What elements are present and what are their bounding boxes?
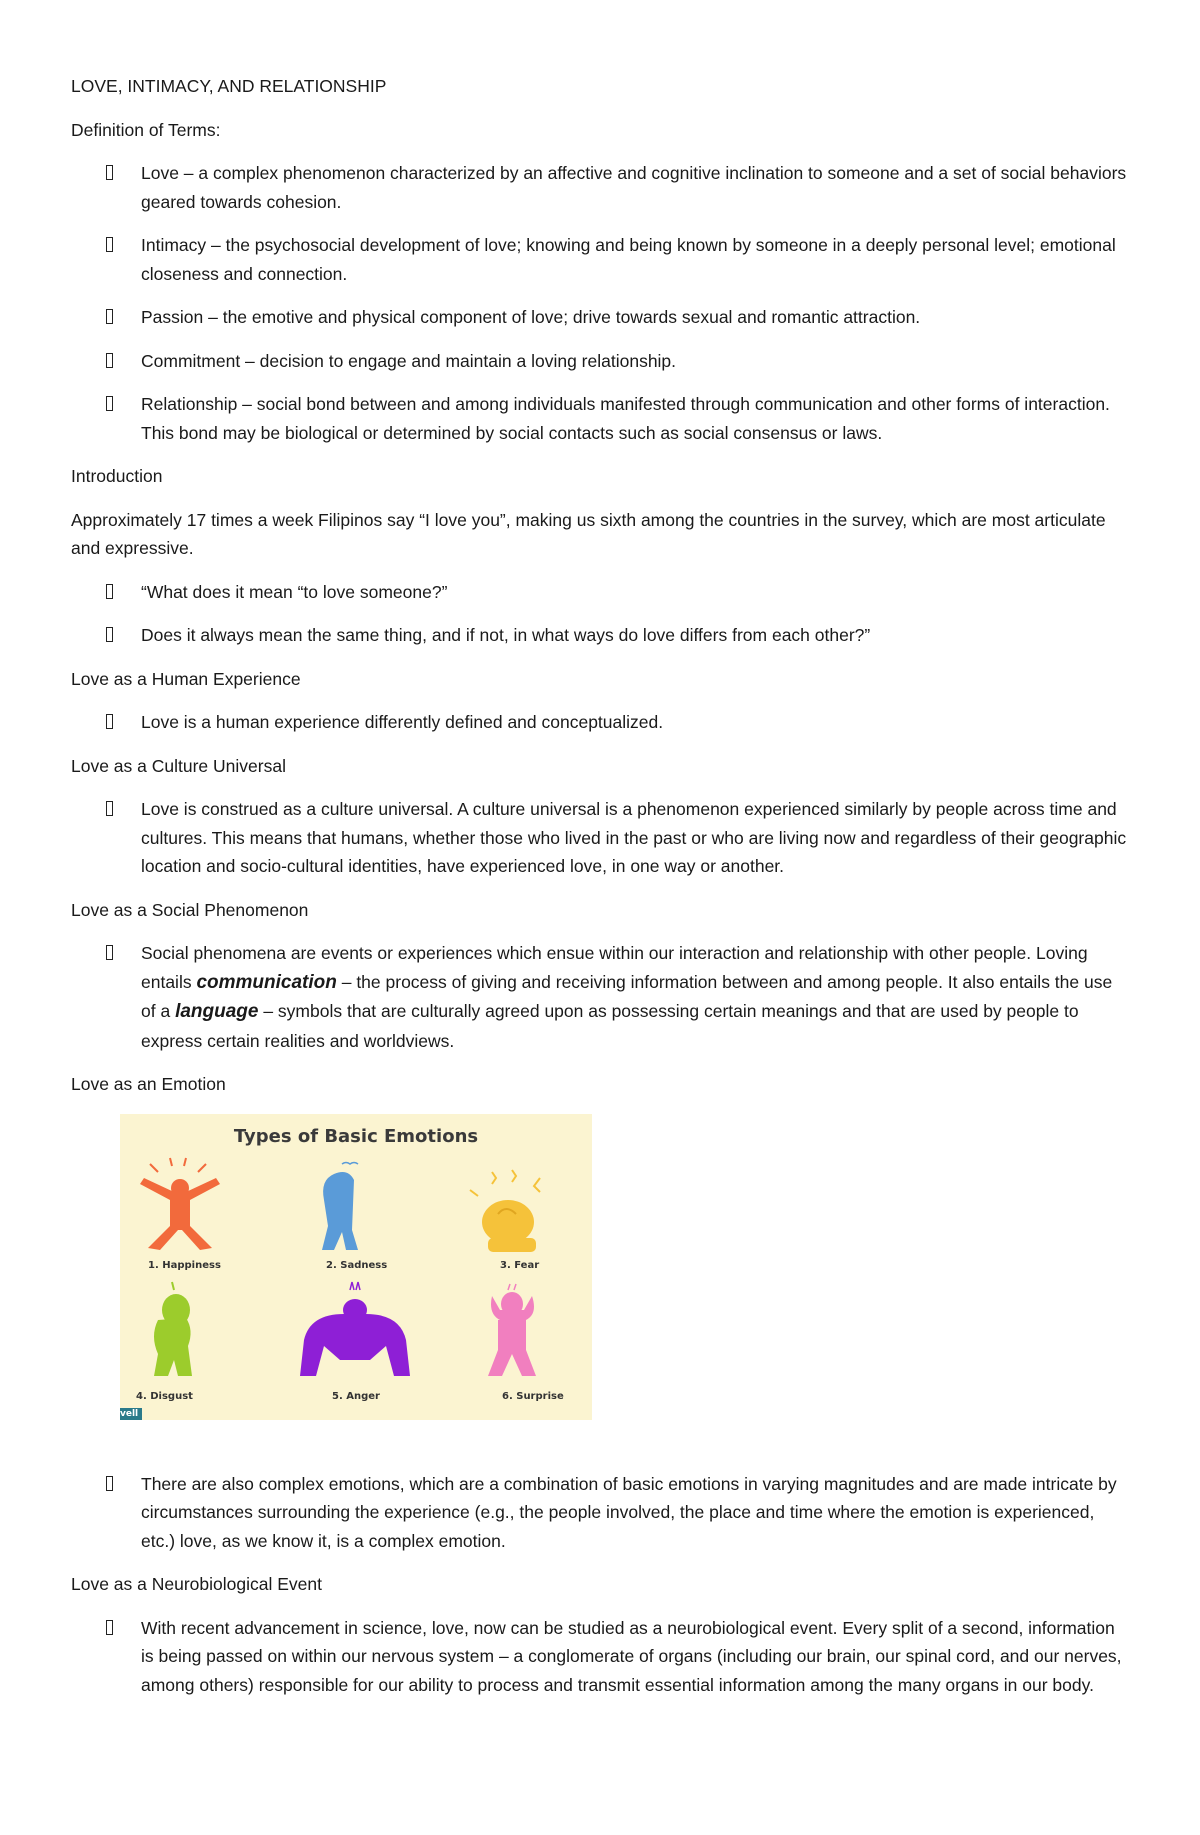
label-disgust: 4. Disgust <box>136 1390 193 1402</box>
emotion-bullet <box>71 1470 1131 1556</box>
bullet-text: Love is a human experience differently defined and conceptualized. <box>141 712 664 732</box>
introduction-question-2 <box>71 621 1131 650</box>
disgust-figure <box>154 1282 192 1376</box>
term-communication: communication <box>196 971 337 993</box>
bullet-text: Does it always mean the same thing, and if not, in what ways do love differs from each other?” <box>141 625 871 645</box>
introduction-heading: Introduction <box>71 466 163 486</box>
happiness-figure <box>140 1158 220 1250</box>
social-phenomenon-heading: Love as a Social Phenomenon <box>71 899 309 920</box>
bullet-text: Intimacy – the psychosocial development of love; knowing and being known by someone in a deeply personal level; emotional closeness and connection. <box>141 235 1116 284</box>
bullet-icon <box>106 584 113 599</box>
bullet-text: Passion – the emotive and physical component of love; drive towards sexual and romantic attraction. <box>141 307 921 327</box>
bullet-icon <box>106 627 113 642</box>
bullet-icon <box>106 309 113 324</box>
introduction-paragraph: Approximately 17 times a week Filipinos say “I love you”, making us sixth among the countries in the survey, which are most articulate and expressive. <box>71 509 1106 558</box>
definition-passion <box>71 303 1131 332</box>
neurobiological-heading: Love as a Neurobiological Event <box>71 1574 322 1594</box>
label-fear: 3. Fear <box>500 1259 540 1271</box>
label-sadness: 2. Sadness <box>326 1259 388 1271</box>
bullet-icon <box>106 237 113 252</box>
definition-intimacy <box>71 231 1131 288</box>
bullet-text-part: – the process of giving and receiving information between and among people. It also entails the use of a <box>141 971 1113 1021</box>
fear-figure <box>470 1170 540 1252</box>
sadness-figure <box>322 1162 358 1250</box>
introduction-question-1 <box>71 578 1131 607</box>
figure-title: Types of Basic Emotions <box>233 1125 479 1147</box>
term-language: language <box>175 1001 259 1022</box>
bullet-icon <box>106 353 113 368</box>
bullet-icon <box>106 396 113 411</box>
document-page <box>71 72 1131 1714</box>
definition-heading: Definition of Terms: <box>71 119 221 140</box>
surprise-figure <box>488 1284 536 1376</box>
culture-universal-bullet <box>71 795 1131 881</box>
document-title: LOVE, INTIMACY, AND RELATIONSHIP <box>71 76 387 96</box>
bullet-text: Love is construed as a culture universal. A culture universal is a phenomenon experienced similarly by people across time and cultures. This means that humans, whether those who lived in the past or who are living now and regardless of their geographic location and socio-cultural identities, have experienced love, in one way or another. <box>141 799 1127 876</box>
neurobiological-bullet <box>71 1614 1131 1700</box>
bullet-text: “What does it mean “to love someone?” <box>141 581 448 602</box>
bullet-text: Relationship – social bond between and among individuals manifested through communication and other forms of interaction. This bond may be biological or determined by social contacts such as social consensus or laws. <box>141 394 1110 443</box>
label-happiness: 1. Happiness <box>148 1259 221 1271</box>
label-anger: 5. Anger <box>332 1390 380 1402</box>
source-logo: vell <box>120 1408 142 1420</box>
human-experience-heading: Love as a Human Experience <box>71 668 301 689</box>
emotion-heading: Love as an Emotion <box>71 1074 226 1094</box>
bullet-icon <box>106 165 113 180</box>
bullet-text: Love – a complex phenomenon characterized by an affective and cognitive inclination to someone and a set of social behaviors geared towards cohesion. <box>141 163 1127 212</box>
human-experience-bullet <box>71 708 1131 737</box>
bullet-text: There are also complex emotions, which are a combination of basic emotions in varying magnitudes and are made intricate by circumstances surrounding the experience (e.g., the people involved, the place and time where the emotion is experienced, etc.) love, as we know it, is a complex emotion. <box>141 1473 1117 1551</box>
bullet-icon <box>106 801 113 816</box>
social-phenomenon-bullet <box>71 939 1131 1055</box>
definition-relationship <box>71 390 1131 447</box>
bullet-icon <box>106 714 113 729</box>
label-surprise: 6. Surprise <box>502 1390 564 1402</box>
culture-universal-heading: Love as a Culture Universal <box>71 755 286 776</box>
definition-love <box>71 159 1131 216</box>
definition-commitment <box>71 347 1131 376</box>
bullet-text-part: Social phenomena are events or experiences which ensue within our interaction and relationship with other people. Loving entails <box>141 943 1088 992</box>
bullet-icon <box>106 1620 113 1635</box>
bullet-text: With recent advancement in science, love, now can be studied as a neurobiological event. Every split of a second, information is being passed on within our nervous system – a conglomerate of organs (including our brain, our spinal cord, and our nerves, among others) responsible for our ability to process and transmit essential information among the many organs in our body. <box>141 1617 1122 1695</box>
bullet-text: Commitment – decision to engage and maintain a loving relationship. <box>141 350 677 371</box>
bullet-icon <box>106 1476 113 1491</box>
basic-emotions-figure <box>120 1114 592 1420</box>
bullet-text-part: – symbols that are culturally agreed upon as possessing certain meanings and that are used by people to express certain realities and worldviews. <box>141 1001 1079 1051</box>
bullet-icon <box>106 945 113 960</box>
anger-figure <box>300 1282 410 1376</box>
